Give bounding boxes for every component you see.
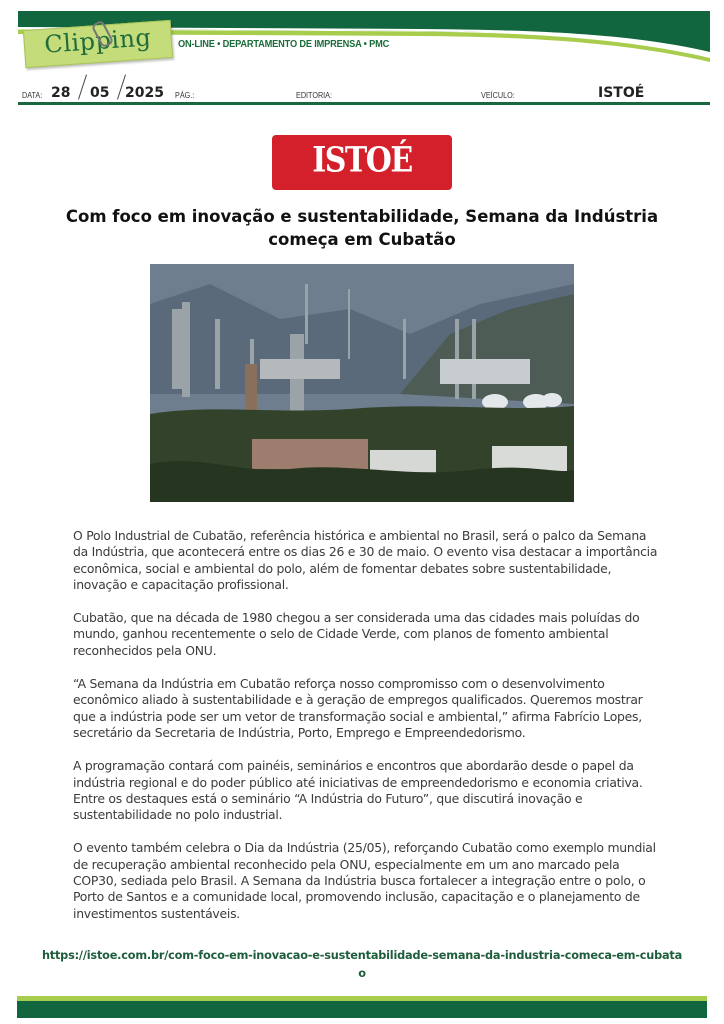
article-body bbox=[73, 528, 663, 939]
article-paragraph-2: Cubatão, que na década de 1980 chegou a ser considerada uma das cidades mais poluídas do mundo, ganhou recentemente o selo de Cidade Verde, com planos de fomento ambiental reconhecidos pela ONU. bbox=[73, 610, 640, 658]
page-label: PÁG.: bbox=[175, 90, 195, 100]
footer-dark-band bbox=[17, 1001, 707, 1018]
istoe-logo-text: ISTOÉ bbox=[312, 140, 412, 181]
source-url-link[interactable]: https://istoe.com.br/com-foco-em-inovacao-e-sustentabilidade-semana-da-industria-comeca-em-cubatao bbox=[41, 949, 683, 980]
article-paragraph-1: O Polo Industrial de Cubatão, referência histórica e ambiental no Brasil, será o palco da Semana da Indústria, que acontecerá entre os dias 26 e 30 de maio. O evento visa destacar a importância econômica, social e ambiental do polo, além de fomentar debates sobre sustentabilidade, inovação e capacitação profissional. bbox=[73, 528, 658, 592]
header-tagline: ON-LINE • DEPARTAMENTO DE IMPRENSA • PMC bbox=[178, 38, 390, 50]
date-month: 05 bbox=[90, 85, 110, 101]
article-title: Com foco em inovação e sustentabilidade, Semana da Indústria começa em Cubatão bbox=[65, 207, 659, 249]
istoe-logo bbox=[272, 135, 452, 190]
date-day: 28 bbox=[51, 85, 71, 101]
industrial-photo-icon bbox=[150, 264, 574, 502]
date-slash-1 bbox=[78, 74, 87, 99]
article-paragraph-3: “A Semana da Indústria em Cubatão reforça nosso compromisso com o desenvolvimento econômico aliado à sustentabilidade e à geração de empregos qualificados. Queremos mostrar que a indústria pode ser um vetor de transformação social e ambiental,” afirma Fabrício Lopes, secretário da Secretaria de Indústria, Porto, Emprego e Empreendedorismo. bbox=[73, 676, 643, 740]
date-label: DATA: bbox=[22, 90, 43, 100]
article-paragraph-5: O evento também celebra o Dia da Indústria (25/05), reforçando Cubatão como exemplo mundial de recuperação ambiental reconhecido pela ONU, especialmente em um ano marcado pela COP30, sediada pelo Brasil. A Semana da Indústria busca fortalecer a integração entre o polo, o Porto de Santos e a comunidade local, promovendo inclusão, capacitação e o planejamento de investimentos sustentáveis. bbox=[73, 840, 656, 921]
clipping-brand: Clipping bbox=[43, 23, 153, 59]
outlet-value: ISTOÉ bbox=[598, 85, 645, 101]
date-year: 2025 bbox=[125, 85, 164, 101]
article-paragraph-4: A programação contará com painéis, seminários e encontros que abordarão desde o papel da indústria regional e do poder público até iniciativas de empreendedorismo e economia criativa. Entre os destaques está o seminário “A Indústria do Futuro”, que discutirá inovação e sustentabilidade no polo industrial. bbox=[73, 758, 643, 823]
section-label: EDITORIA: bbox=[296, 90, 333, 100]
meta-divider bbox=[18, 102, 710, 105]
outlet-label: VEÍCULO: bbox=[481, 90, 515, 100]
industrial-photo bbox=[150, 264, 574, 502]
